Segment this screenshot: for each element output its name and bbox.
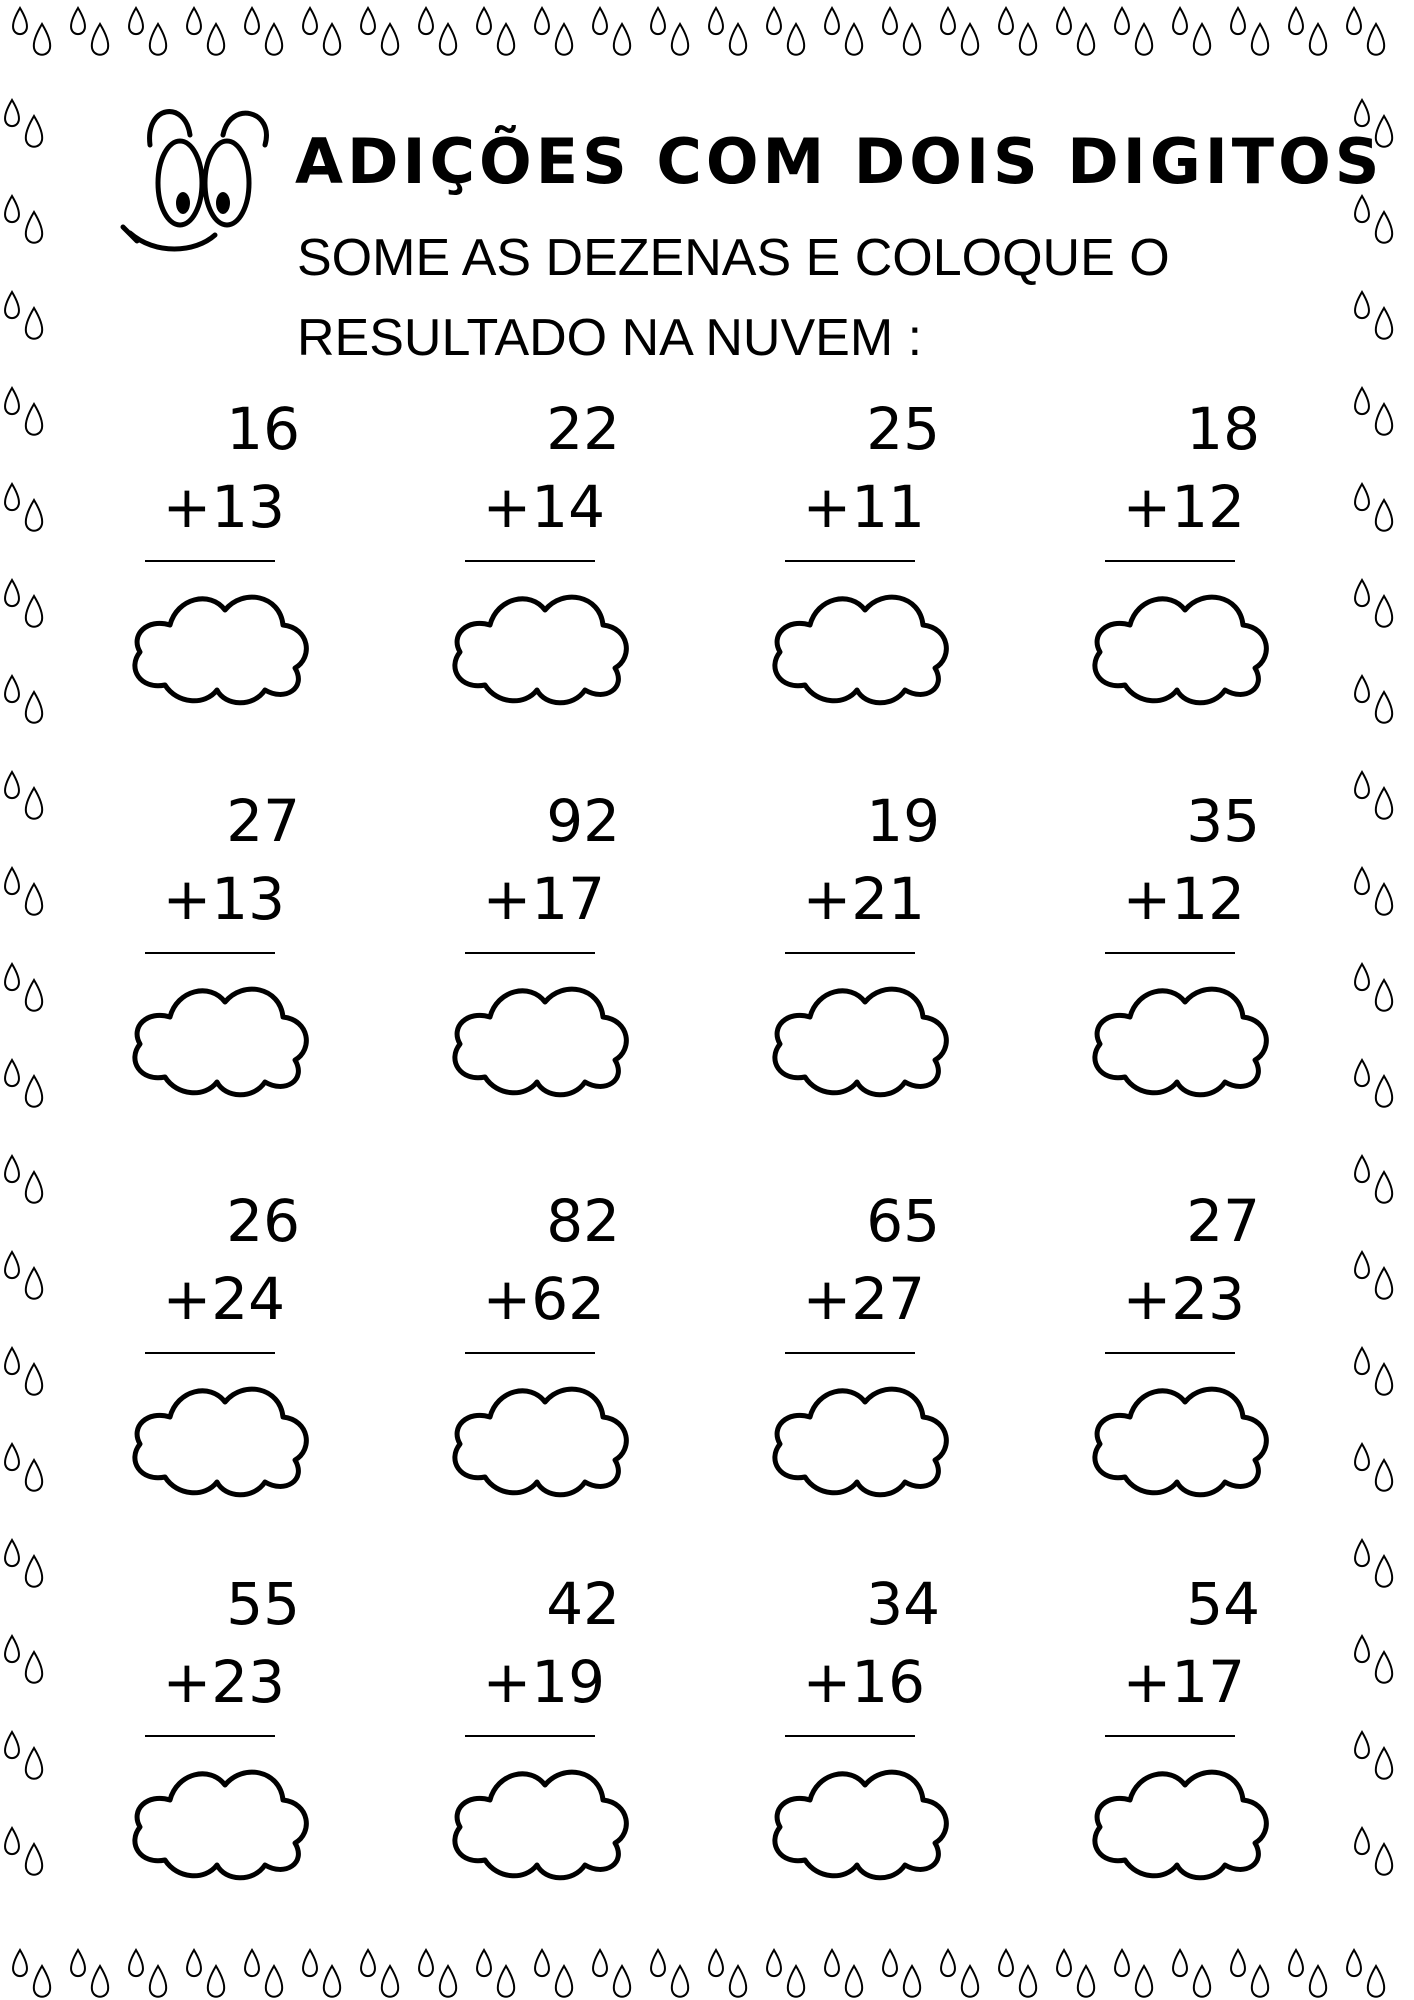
problem-first-number: 55	[226, 1570, 300, 1638]
problem-first-number: 25	[866, 395, 940, 463]
problem-first-number: 16	[226, 395, 300, 463]
addition-problem	[125, 1570, 305, 1905]
sum-line	[465, 952, 595, 954]
sum-line	[145, 1352, 275, 1354]
problem-addend: +12	[1122, 473, 1245, 541]
problem-addend: +17	[1122, 1648, 1245, 1716]
addition-problem	[1085, 1187, 1265, 1522]
cloud-icon[interactable]	[125, 972, 315, 1102]
instruction-line-2: RESULTADO NA NUVEM :	[297, 309, 923, 367]
sum-line	[1105, 560, 1235, 562]
problem-first-number: 54	[1186, 1570, 1260, 1638]
addition-problem	[1085, 1570, 1265, 1905]
problem-first-number: 18	[1186, 395, 1260, 463]
cloud-icon[interactable]	[445, 972, 635, 1102]
sum-line	[785, 560, 915, 562]
sum-line	[785, 1352, 915, 1354]
cloud-icon[interactable]	[125, 1755, 315, 1885]
addition-problem	[125, 787, 305, 1122]
problem-addend: +16	[802, 1648, 925, 1716]
cloud-icon[interactable]	[765, 580, 955, 710]
problem-addend: +62	[482, 1265, 605, 1333]
cloud-icon[interactable]	[445, 1372, 635, 1502]
sum-line	[465, 560, 595, 562]
cloud-icon[interactable]	[1085, 580, 1275, 710]
addition-problem	[445, 395, 625, 730]
addition-problem	[765, 1570, 945, 1905]
cloud-icon[interactable]	[1085, 1755, 1275, 1885]
cloud-icon[interactable]	[765, 1755, 955, 1885]
cloud-icon[interactable]	[125, 580, 315, 710]
sum-line	[1105, 1735, 1235, 1737]
problem-first-number: 65	[866, 1187, 940, 1255]
problem-first-number: 34	[866, 1570, 940, 1638]
addition-problem	[765, 395, 945, 730]
addition-problem	[1085, 395, 1265, 730]
addition-problem	[1085, 787, 1265, 1122]
problem-addend: +19	[482, 1648, 605, 1716]
addition-problem	[445, 1570, 625, 1905]
problem-first-number: 92	[546, 787, 620, 855]
cloud-icon[interactable]	[445, 1755, 635, 1885]
addition-problem	[125, 395, 305, 730]
problem-first-number: 22	[546, 395, 620, 463]
sum-line	[145, 952, 275, 954]
sum-line	[785, 1735, 915, 1737]
cloud-icon[interactable]	[765, 972, 955, 1102]
problem-first-number: 82	[546, 1187, 620, 1255]
sum-line	[145, 1735, 275, 1737]
problem-first-number: 27	[226, 787, 300, 855]
problem-addend: +23	[162, 1648, 285, 1716]
problem-addend: +14	[482, 473, 605, 541]
sum-line	[1105, 1352, 1235, 1354]
sum-line	[145, 560, 275, 562]
problem-addend: +21	[802, 865, 925, 933]
problem-first-number: 27	[1186, 1187, 1260, 1255]
cloud-icon[interactable]	[1085, 972, 1275, 1102]
addition-problem	[125, 1187, 305, 1522]
problem-first-number: 19	[866, 787, 940, 855]
smiling-face-icon	[115, 105, 285, 275]
problem-addend: +24	[162, 1265, 285, 1333]
problem-first-number: 26	[226, 1187, 300, 1255]
cloud-icon[interactable]	[1085, 1372, 1275, 1502]
addition-problem	[765, 1187, 945, 1522]
addition-problem	[445, 787, 625, 1122]
problem-addend: +13	[162, 865, 285, 933]
problem-addend: +23	[1122, 1265, 1245, 1333]
worksheet-title: ADIÇÕES COM DOIS DIGITOS	[295, 125, 1384, 198]
problem-first-number: 42	[546, 1570, 620, 1638]
problem-addend: +12	[1122, 865, 1245, 933]
problem-addend: +13	[162, 473, 285, 541]
problem-addend: +17	[482, 865, 605, 933]
cloud-icon[interactable]	[125, 1372, 315, 1502]
problem-first-number: 35	[1186, 787, 1260, 855]
problem-addend: +27	[802, 1265, 925, 1333]
sum-line	[465, 1352, 595, 1354]
cloud-icon[interactable]	[445, 580, 635, 710]
instruction-line-1: SOME AS DEZENAS E COLOQUE O	[297, 229, 1170, 287]
addition-problem	[445, 1187, 625, 1522]
sum-line	[465, 1735, 595, 1737]
sum-line	[785, 952, 915, 954]
sum-line	[1105, 952, 1235, 954]
cloud-icon[interactable]	[765, 1372, 955, 1502]
problem-addend: +11	[802, 473, 925, 541]
addition-problem	[765, 787, 945, 1122]
